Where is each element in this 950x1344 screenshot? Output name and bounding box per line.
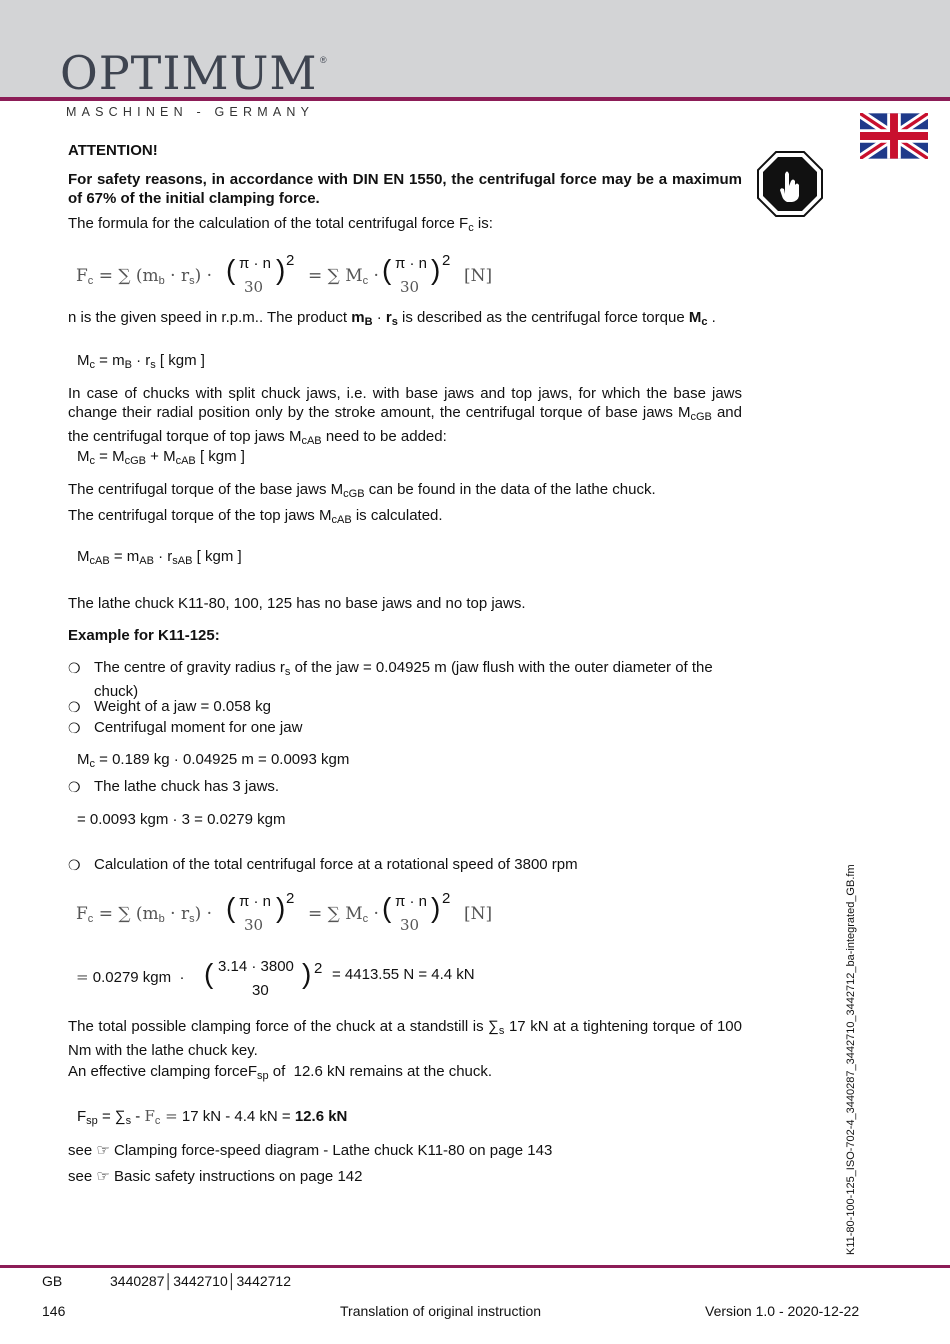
no-jaws-text: The lathe chuck K11-80, 100, 125 has no base jaws and no top jaws. [68, 595, 526, 612]
bullet-icon: ❍ [68, 699, 81, 715]
link-text[interactable]: Clamping force-speed diagram - Lathe chuck K11-80 on page 143 [113, 1142, 553, 1159]
pointing-hand-icon: ☞ [96, 1142, 110, 1159]
see-prefix: see [68, 1142, 93, 1159]
example-item-weight: Weight of a jaw = 0.058 kg [94, 698, 271, 715]
pointing-hand-icon: ☞ [96, 1168, 110, 1185]
see-link-safety[interactable] [68, 1167, 362, 1186]
speed-text: n is the given speed in r.p.m.. The product $m_B \cdot r_s$ is described as the centrifugal force torque $M_c$ . [68, 309, 716, 328]
clamping-text: The total possible clamping force of the chuck at a standstill is $\sum_s$ 17 kN at a tightening torque of 100 Nm with the lathe chuck key. [68, 1018, 742, 1059]
stop-hand-icon [756, 150, 824, 218]
example-item-moment: Centrifugal moment for one jaw [94, 719, 303, 736]
registered-mark: ® [320, 55, 327, 65]
safety-note: For safety reasons, in accordance with DIN EN 1550, the centrifugal force may be a maximum of 67% of the initial clamping force. [68, 171, 742, 207]
mcab-formula: $M_{cAB} = m_{AB} \cdot r_{sAB}$ [ kgm ] [77, 548, 242, 567]
bullet-icon: ❍ [68, 779, 81, 795]
calc-result: = 0.0279 kgm · ( 3.14 · 3800 30 ) 2 = 4413.55 N = 4.4 kN [76, 958, 475, 999]
brand-tagline: MASCHINEN - GERMANY [66, 105, 315, 119]
example-heading: Example for K11-125: [68, 627, 220, 644]
uk-flag-icon [860, 113, 928, 159]
footer-lang: GB [42, 1273, 63, 1289]
footer-page-number: 146 [42, 1303, 66, 1319]
fsp-formula: $F_{sp} = \sum_s - F_c = 17$ kN - 4.4 kN = 12.6 kN [77, 1107, 348, 1127]
example-item-centre-radius: The centre of gravity radius $r_s$ of the jaw = 0.04925 m (jaw flush with the outer diameter of the chuck) [94, 659, 713, 700]
split-jaws-text: In case of chucks with split chuck jaws, i.e. with base jaws and top jaws, for which the base jaws change their radial position only by the stroke amount, the centrifugal torque of base jaws $M_{cGB}$ and the centrifugal torque of top jaws $M_{cAB}$ need to be added: [68, 385, 742, 447]
side-filename: K11-80-100-125_ISO-702-4_3440287_3442710_3442712_ba-integrated_GB.fm [845, 864, 857, 1255]
jaws-count: The lathe chuck has 3 jaws. [94, 778, 280, 795]
total-mc: = 0.0093 kgm · 3 = 0.0279 kgm [77, 811, 286, 828]
footer-version: Version 1.0 - 2020-12-22 [705, 1303, 860, 1319]
brand-logo: OPTIMUM [60, 46, 318, 100]
base-jaws-text: The centrifugal torque of the base jaws $M_{cGB}$ can be found in the data of the lathe chuck. [68, 481, 656, 500]
calc-item: Calculation of the total centrifugal force at a rotational speed of 3800 rpm [94, 856, 578, 873]
formula-centrifugal-force-1: $F_c$ = ∑ $(m_b \cdot r_s)$ · ( π · n 30 ) 2 = ∑ $M_c$ · ( π · n 30 ) 2 [N] [76, 252, 493, 296]
mc-sum-formula: $M_c = M_{cGB} + M_{cAB}$ [ kgm ] [77, 448, 245, 467]
see-link-diagram[interactable] [68, 1141, 552, 1160]
link-text[interactable]: Basic safety instructions on page 142 [113, 1168, 363, 1185]
bullet-icon: ❍ [68, 660, 81, 676]
see-prefix: see [68, 1168, 93, 1185]
top-jaws-text: The centrifugal torque of the top jaws $M_{cAB}$ is calculated. [68, 507, 443, 526]
mc-formula: $M_c = m_B \cdot r_s$ [ kgm ] [77, 352, 205, 371]
formula-intro: The formula for the calculation of the total centrifugal force $F_c$ is: [68, 215, 493, 234]
attention-heading: ATTENTION! [68, 142, 158, 159]
bullet-icon: ❍ [68, 857, 81, 873]
footer-translation: Translation of original instruction [340, 1303, 542, 1319]
mc-example: $M_c = 0.189$ kg · 0.04925 m = 0.0093 kgm [77, 751, 350, 770]
footer-articles: 3440287│3442710│3442712 [110, 1273, 292, 1289]
footer-divider [0, 1265, 950, 1268]
bullet-icon: ❍ [68, 720, 81, 736]
formula-centrifugal-force-2: $F_c$ = ∑ $(m_b \cdot r_s)$ · ( π · n 30 ) 2 = ∑ $M_c$ · ( π · n 30 ) 2 [N] [76, 890, 493, 934]
effective-text: An effective clamping forceF$_{sp}$ of 12.6 kN remains at the chuck. [68, 1063, 493, 1082]
